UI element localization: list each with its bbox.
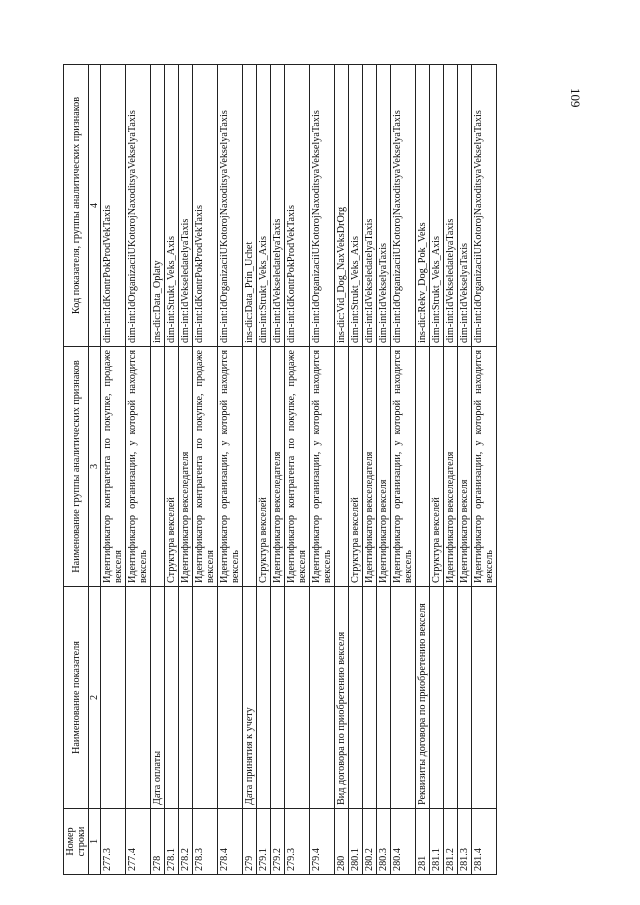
- code-cell: dim-int:IdVekseledatelyaTaxis: [444, 65, 458, 347]
- group-name-cell: Структура векселей: [349, 347, 363, 587]
- page-number: 109: [568, 88, 583, 108]
- group-name-cell: Идентификатор векселедателя: [363, 347, 377, 587]
- table-body: [101, 65, 497, 875]
- group-name-cell: Идентификатор организации, у которой находится вексель: [218, 347, 243, 587]
- row-number-cell: 279: [243, 809, 257, 875]
- indicator-name-cell: Вид договора по приобретению векселя: [335, 587, 349, 809]
- code-cell: dim-int:IdOrganizaciiUKotorojNaxoditsyaVekselyaTaxis: [126, 65, 151, 347]
- indicator-name-cell: Дата принятия к учету: [243, 587, 257, 809]
- indicator-name-cell: [165, 587, 179, 809]
- indicator-name-cell: [310, 587, 335, 809]
- row-number-cell: 279.1: [257, 809, 271, 875]
- row-number-cell: 279.3: [285, 809, 310, 875]
- code-cell: dim-int:IdVekselyaTaxis: [377, 65, 391, 347]
- table-row: [472, 65, 497, 875]
- code-cell: dim-int:IdVekseledatelyaTaxis: [271, 65, 285, 347]
- table-row: [363, 65, 377, 875]
- table-row: [218, 65, 243, 875]
- header-indicator-name: Наименование показателя: [64, 587, 89, 809]
- table-row: [444, 65, 458, 875]
- table-row: [126, 65, 151, 875]
- table-row: [335, 65, 349, 875]
- indicator-name-cell: [430, 587, 444, 809]
- code-cell: dim-int:IdOrganizaciiUKotorojNaxoditsyaVekselyaTaxis: [391, 65, 416, 347]
- table-row: [310, 65, 335, 875]
- table-row: [285, 65, 310, 875]
- table-row: [165, 65, 179, 875]
- code-cell: dim-int:IdKontrPokProdVekTaxis: [285, 65, 310, 347]
- indicator-name-cell: [271, 587, 285, 809]
- indicator-name-cell: [193, 587, 218, 809]
- row-number-cell: 278.3: [193, 809, 218, 875]
- row-number-cell: 280.4: [391, 809, 416, 875]
- table-row: [349, 65, 363, 875]
- code-cell: dim-int:IdVekseledatelyaTaxis: [179, 65, 193, 347]
- row-number-cell: 280.3: [377, 809, 391, 875]
- group-name-cell: Идентификатор векселедателя: [271, 347, 285, 587]
- table-row: [243, 65, 257, 875]
- row-number-cell: 279.2: [271, 809, 285, 875]
- group-name-cell: Структура векселей: [165, 347, 179, 587]
- table-row: [430, 65, 444, 875]
- code-cell: ins-dic:Vid_Dog_NaxVeksDrOrg: [335, 65, 349, 347]
- code-cell: dim-int:IdKontrPokProdVekTaxis: [101, 65, 126, 347]
- table-row: [377, 65, 391, 875]
- table-row: [101, 65, 126, 875]
- column-number: 2: [89, 587, 101, 809]
- row-number-cell: 277.3: [101, 809, 126, 875]
- table-row: [458, 65, 472, 875]
- indicator-name-cell: [349, 587, 363, 809]
- table-row: [416, 65, 430, 875]
- row-number-cell: 280: [335, 809, 349, 875]
- rotated-table-container: [63, 65, 533, 875]
- code-cell: dim-int:Strukt_Veks_Axis: [165, 65, 179, 347]
- group-name-cell: Идентификатор векселя: [377, 347, 391, 587]
- row-number-cell: 280.2: [363, 809, 377, 875]
- group-name-cell: Идентификатор контрагента по покупке, продаже векселя: [193, 347, 218, 587]
- indicator-name-cell: [285, 587, 310, 809]
- group-name-cell: Идентификатор векселя: [458, 347, 472, 587]
- group-name-cell: Идентификатор организации, у которой находится вексель: [472, 347, 497, 587]
- row-number-cell: 281.3: [458, 809, 472, 875]
- row-number-cell: 281: [416, 809, 430, 875]
- row-number-cell: 278.2: [179, 809, 193, 875]
- code-cell: dim-int:Strukt_Veks_Axis: [257, 65, 271, 347]
- table-row: [271, 65, 285, 875]
- group-name-cell: Идентификатор векселедателя: [179, 347, 193, 587]
- indicator-name-cell: [391, 587, 416, 809]
- code-cell: dim-int:IdOrganizaciiUKotorojNaxoditsyaVekselyaTaxis: [472, 65, 497, 347]
- indicator-name-cell: [257, 587, 271, 809]
- row-number-cell: 281.1: [430, 809, 444, 875]
- column-number-row: [89, 65, 101, 875]
- table-row: [391, 65, 416, 875]
- group-name-cell: Идентификатор организации, у которой находится вексель: [126, 347, 151, 587]
- row-number-cell: 278.1: [165, 809, 179, 875]
- code-cell: ins-dic:Rekv_Dog_Pok_Veks: [416, 65, 430, 347]
- indicator-name-cell: [444, 587, 458, 809]
- code-cell: ins-dic:Data_Prin_Uchet: [243, 65, 257, 347]
- code-cell: dim-int:IdOrganizaciiUKotorojNaxoditsyaVekselyaTaxis: [218, 65, 243, 347]
- code-cell: dim-int:IdVekseledatelyaTaxis: [363, 65, 377, 347]
- group-name-cell: [151, 347, 165, 587]
- indicator-name-cell: [126, 587, 151, 809]
- code-cell: dim-int:IdVekselyaTaxis: [458, 65, 472, 347]
- table-row: [257, 65, 271, 875]
- indicator-name-cell: [458, 587, 472, 809]
- header-row-number: Номер строки: [64, 809, 89, 875]
- row-number-cell: 277.4: [126, 809, 151, 875]
- group-name-cell: Идентификатор контрагента по покупке, продаже векселя: [101, 347, 126, 587]
- code-cell: dim-int:IdKontrPokProdVekTaxis: [193, 65, 218, 347]
- table-row: [193, 65, 218, 875]
- group-name-cell: [416, 347, 430, 587]
- indicator-name-cell: [363, 587, 377, 809]
- row-number-cell: 281.2: [444, 809, 458, 875]
- indicator-name-cell: [472, 587, 497, 809]
- group-name-cell: [243, 347, 257, 587]
- table-row: [179, 65, 193, 875]
- group-name-cell: Структура векселей: [257, 347, 271, 587]
- row-number-cell: 281.4: [472, 809, 497, 875]
- code-cell: dim-int:Strukt_Veks_Axis: [430, 65, 444, 347]
- code-cell: dim-int:Strukt_Veks_Axis: [349, 65, 363, 347]
- group-name-cell: Идентификатор векселедателя: [444, 347, 458, 587]
- row-number-cell: 279.4: [310, 809, 335, 875]
- header-code: Код показателя, группы аналитических признаков: [64, 65, 89, 347]
- table-row: [151, 65, 165, 875]
- indicator-name-cell: [218, 587, 243, 809]
- group-name-cell: Идентификатор организации, у которой находится вексель: [391, 347, 416, 587]
- code-cell: dim-int:IdOrganizaciiUKotorojNaxoditsyaVekselyaTaxis: [310, 65, 335, 347]
- group-name-cell: Структура векселей: [430, 347, 444, 587]
- group-name-cell: [335, 347, 349, 587]
- indicator-table: [63, 64, 497, 875]
- indicator-name-cell: [377, 587, 391, 809]
- column-number: 4: [89, 65, 101, 347]
- header-group-name: Наименование группы аналитических признаков: [64, 347, 89, 587]
- indicator-name-cell: [179, 587, 193, 809]
- column-number: 1: [89, 809, 101, 875]
- row-number-cell: 280.1: [349, 809, 363, 875]
- table-header-row: [64, 65, 89, 875]
- indicator-name-cell: Дата оплаты: [151, 587, 165, 809]
- row-number-cell: 278.4: [218, 809, 243, 875]
- row-number-cell: 278: [151, 809, 165, 875]
- indicator-name-cell: Реквизиты договора по приобретению векселя: [416, 587, 430, 809]
- code-cell: ins-dic:Data_Oplaty: [151, 65, 165, 347]
- group-name-cell: Идентификатор контрагента по покупке, продаже векселя: [285, 347, 310, 587]
- column-number: 3: [89, 347, 101, 587]
- group-name-cell: Идентификатор организации, у которой находится вексель: [310, 347, 335, 587]
- indicator-name-cell: [101, 587, 126, 809]
